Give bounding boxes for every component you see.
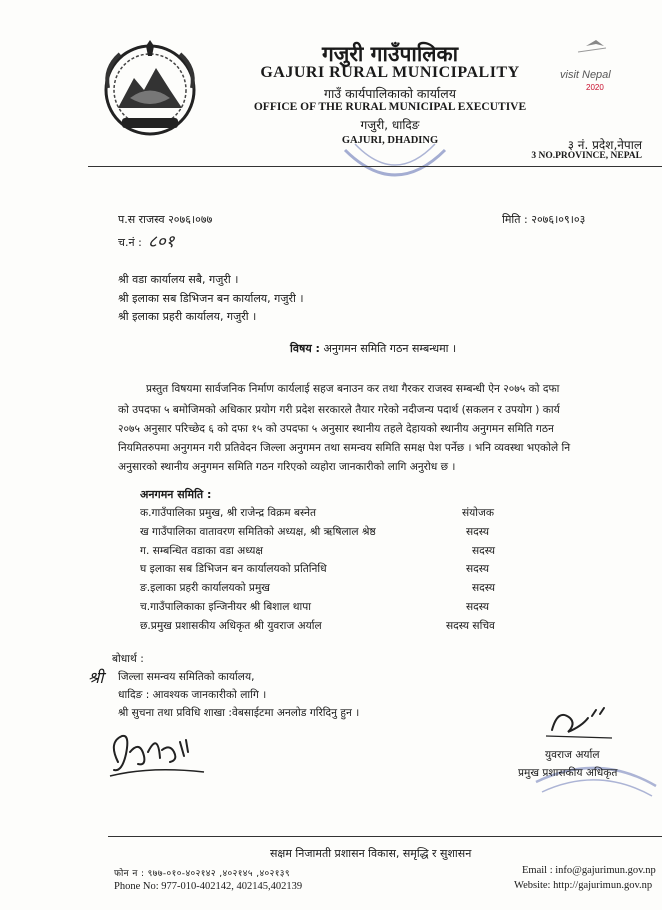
visit-nepal-year: 2020 [586, 83, 604, 92]
footer-phone-nepali: फोन न : ९७७-०१०-४०२१४२ ,४०२१४५ ,४०२१३९ [114, 869, 290, 879]
committee-member-name: क.गाउँपालिका प्रमुख, श्री राजेन्द्र विक्रम बस्नेत [140, 507, 317, 519]
office-name-nepali: गाउँ कार्यपालिकाको कार्यालय [324, 86, 456, 101]
committee-member-name: घ इलाका सब डिभिजन बन कार्यालयको प्रतिनिधि [140, 563, 327, 575]
subject-label: विषय : [290, 342, 320, 355]
recipient-line: श्री इलाका सब डिभिजन बन कार्यालय, गजुरी । [118, 292, 304, 305]
handwritten-signature-right [542, 700, 622, 740]
visit-nepal-text: visit Nepal [560, 69, 611, 81]
recipient-line: श्री इलाका प्रहरी कार्यालय, गजुरी । [118, 310, 257, 323]
municipality-name-nepali: गजुरी गाउँपालिका [321, 42, 459, 66]
committee-member-role: सदस्य [472, 582, 496, 594]
committee-member-role: सदस्य [472, 545, 496, 557]
committee-heading: अनगमन समिति : [140, 488, 212, 501]
patra-sankhya: प.स राजस्व २०७६।०७७ [118, 213, 213, 226]
chalani-label: च.नं : [118, 236, 142, 249]
cc-line: जिल्ला समन्वय समितिको कार्यालय, [118, 671, 255, 683]
footer-website: Website: http://gajurimun.gov.np [514, 880, 653, 891]
body-line: प्रस्तुत विषयमा सार्वजनिक निर्माण कार्यलाई सहज बनाउन कर तथा गैरकर राजस्व सम्बन्धी ऐन २०७५ को दफा [146, 383, 560, 395]
footer-phone-english: Phone No: 977-010-402142, 402145,402139 [114, 881, 303, 892]
subject-text: अनुगमन समिति गठन सम्बन्धमा । [323, 342, 457, 355]
committee-member-role: सदस्य सचिव [446, 620, 495, 632]
nepal-emblem-logo [100, 38, 200, 138]
body-line: नियमितरुपमा अनुगमन गरी प्रतिवेदन जिल्ला अनुगमन तथा समन्वय समिति समक्ष पेश पर्नेछ । भनि व्यवस्था भएकोले नि [118, 442, 571, 454]
committee-member-name: ङ.इलाका प्रहरी कार्यालयको प्रमुख [140, 582, 270, 594]
province-english: 3 NO.PROVINCE, NEPAL [531, 151, 642, 161]
cc-label: बोधार्थ : [112, 653, 144, 665]
committee-member-role: सदस्य [466, 526, 490, 538]
signatory-title: प्रमुख प्रशासकीय अधिकृत [518, 767, 618, 779]
committee-member-name: च.गाउँपालिकाका इन्जिनीयर श्री बिशाल थापा [140, 601, 312, 613]
location-english: GAJURI, DHADING [341, 135, 439, 146]
committee-member-name: छ.प्रमुख प्रशासकीय अधिकृत श्री युवराज अर्याल [140, 620, 322, 632]
visit-nepal-logo [556, 40, 636, 95]
location-nepali: गजुरी, धादिङ [360, 118, 420, 132]
committee-member-role: सदस्य [466, 563, 490, 575]
committee-member-name: ग. सम्बन्धित वडाका वडा अध्यक्ष [140, 545, 263, 557]
subject-line [290, 341, 456, 356]
committee-member-role: संयोजक [462, 507, 495, 519]
letter-date: मिति : २०७६।०९।०३ [502, 213, 586, 226]
body-line: २०७५ अनुसार परिच्छेद ६ को दफा १५ को उपदफा ५ अनुसार स्थानीय तहले देहायको स्थानीय अनुगमन समिति गठन [118, 423, 554, 435]
footer-email: Email : info@gajurimun.gov.np [522, 865, 656, 876]
recipient-line: श्री वडा कार्यालय सबै, गजुरी । [118, 273, 239, 286]
chalani-number-handwritten: ८०१ [148, 232, 175, 252]
cc-handwritten-prefix: श्री [88, 668, 104, 687]
committee-member-role: सदस्य [466, 601, 490, 613]
committee-member-name: ख गाउँपालिका वातावरण समितिको अध्यक्ष, श्री ऋषिलाल श्रेष्ठ [140, 526, 376, 538]
body-line: अनुसारको स्थानीय अनुगमन समिति गठन गरिएको व्यहोरा जानकारीको लागि अनुरोध छ । [118, 461, 456, 473]
footer-motto: सक्षम निजामती प्रशासन विकास, समृद्धि र सुशासन [270, 847, 472, 860]
cc-line: श्री सुचना तथा प्रविधि शाखा :वेबसाईटमा अनलोड गरिदिनु हुन । [118, 707, 360, 719]
cc-line: धादिङ : आवश्यक जानकारीको लागि । [118, 689, 267, 701]
province-nepali: ३ नं. प्रदेश,नेपाल [567, 138, 642, 152]
header-divider [88, 166, 662, 167]
handwritten-signature-left [100, 722, 210, 784]
footer-divider [108, 836, 662, 837]
body-line: को उपदफा ५ बमोजिमको अधिकार प्रयोग गरी प्रदेश सरकारले तैयार गरेको नदीजन्य पदार्थ (सकलन र उपयोग ) कार्य [118, 404, 560, 416]
municipality-name-english: GAJURI RURAL MUNICIPALITY [260, 64, 520, 81]
signatory-name: युवराज अर्याल [545, 749, 600, 761]
office-name-english: OFFICE OF THE RURAL MUNICIPAL EXECUTIVE [253, 101, 527, 113]
